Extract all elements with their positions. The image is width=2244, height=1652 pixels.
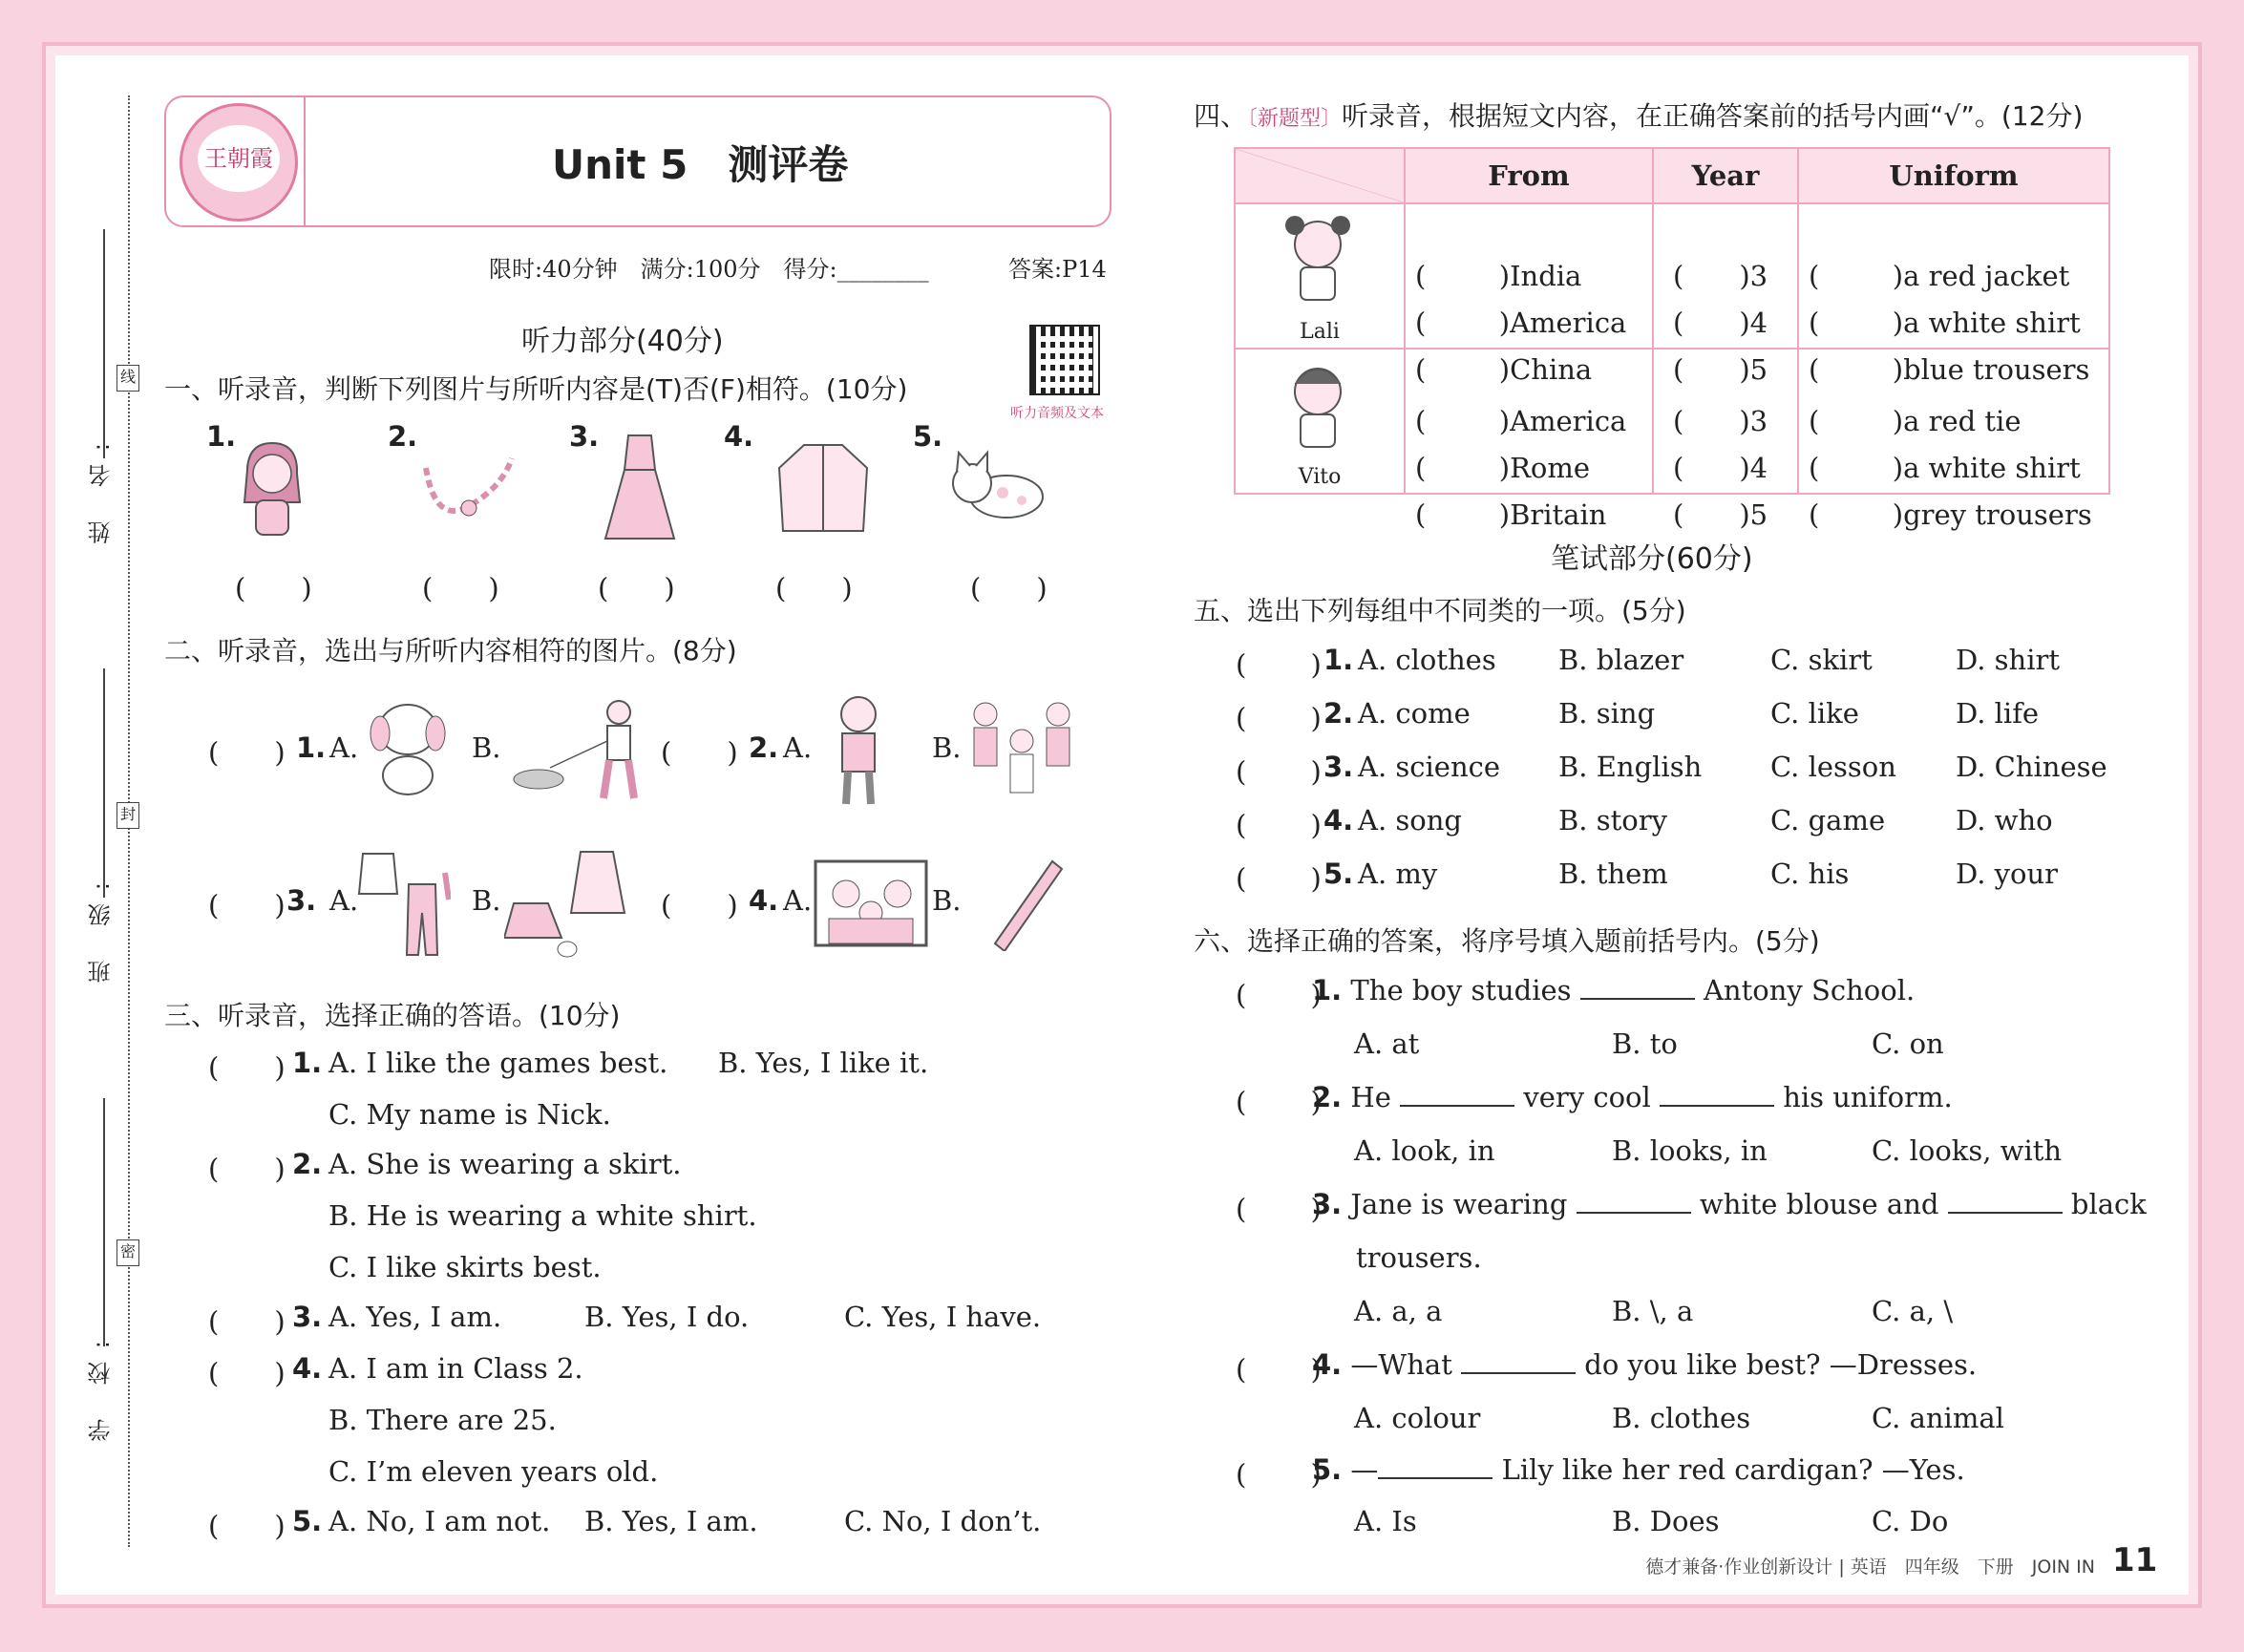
q5-2-c: C. like (1770, 697, 1859, 730)
q5-1-b: B. blazer (1558, 644, 1684, 676)
q2-num-1: 1. (296, 731, 327, 764)
q3-1-c: C. My name is Nick. (328, 1098, 611, 1131)
lali-girl-icon (1280, 210, 1356, 306)
row-lali (1235, 203, 2109, 349)
q2-paren-3[interactable]: ( ) (208, 889, 286, 921)
q2-paren-4[interactable]: ( ) (661, 889, 738, 921)
option-row[interactable]: ( )4 (1673, 451, 1768, 484)
option-row[interactable]: ( )a red jacket (1809, 259, 2070, 292)
q2-1-a: A. (329, 731, 359, 764)
group-of-children-icon (964, 695, 1079, 802)
header-uniform: Uniform (1798, 148, 2109, 203)
q5-num-1: 1. (1323, 644, 1354, 676)
option-row[interactable]: ( )blue trousers (1809, 352, 2090, 386)
necklace-icon (416, 449, 521, 535)
seal-box-secret: 密 (116, 1239, 139, 1266)
q6-paren-4[interactable]: ( ) (1236, 1353, 1322, 1386)
q6-paren-3[interactable]: ( ) (1236, 1193, 1322, 1225)
q3-1-a: A. I like the games best. (328, 1047, 668, 1079)
blank[interactable] (1577, 1189, 1691, 1214)
q2-4-b: B. (932, 884, 962, 917)
q1-paren-4[interactable]: ( ) (775, 572, 853, 604)
q3-num-5: 5. (292, 1505, 323, 1537)
q6-paren-5[interactable]: ( ) (1236, 1458, 1322, 1491)
option-row[interactable]: ( )India (1415, 259, 1582, 292)
q5-2-b: B. sing (1558, 697, 1656, 730)
q6-title: 六、选择正确的答案，将序号填入题前括号内。(5分) (1194, 925, 1820, 957)
q5-num-5: 5. (1323, 858, 1354, 890)
q3-2-a: A. She is wearing a skirt. (328, 1148, 682, 1180)
q5-title: 五、选出下列每组中不同类的一项。(5分) (1194, 595, 1686, 626)
option-row[interactable]: ( )America (1415, 404, 1627, 437)
from-lali (1406, 253, 1652, 386)
header-from: From (1405, 148, 1653, 203)
q3-4-c: C. I’m eleven years old. (328, 1455, 659, 1488)
shirt-and-trousers-icon (355, 846, 451, 959)
q5-4-b: B. story (1558, 804, 1667, 837)
boy-walking-dog-icon (504, 695, 647, 802)
from-vito (1406, 398, 1652, 531)
uniform-lali (1799, 253, 2108, 386)
option-row[interactable]: ( )China (1415, 352, 1593, 386)
option-row[interactable]: ( )3 (1673, 404, 1768, 437)
q5-3-d: D. Chinese (1956, 751, 2107, 783)
year-vito (1654, 398, 1797, 531)
q3-num-3: 3. (292, 1301, 323, 1333)
qr-code-icon[interactable] (1029, 325, 1100, 395)
person-name-vito: Vito (1298, 465, 1342, 489)
q1-num-4: 4. (724, 420, 754, 453)
q3-2-b: B. He is wearing a white shirt. (328, 1199, 757, 1232)
q2-3-a: A. (329, 884, 359, 917)
q2-num-2: 2. (749, 731, 779, 764)
q6-3-c: C. a, \ (1872, 1295, 1954, 1327)
brand-logo: 王朝霞 (180, 103, 298, 222)
q2-3-b: B. (472, 884, 501, 917)
blank[interactable] (1580, 975, 1695, 1000)
q3-paren-1[interactable]: ( ) (208, 1051, 286, 1084)
boy-icon (815, 693, 901, 808)
blank[interactable] (1948, 1189, 2063, 1214)
q5-paren-3[interactable]: ( ) (1236, 755, 1322, 788)
q2-2-b: B. (932, 731, 962, 764)
q2-num-4: 4. (749, 884, 779, 917)
q3-2-c: C. I like skirts best. (328, 1251, 602, 1283)
q6-5-c: C. Do (1872, 1505, 1949, 1537)
puppy-icon (365, 695, 451, 800)
q5-paren-5[interactable]: ( ) (1236, 862, 1322, 895)
listening-title: 听力部分(40分) (521, 325, 724, 358)
blank[interactable] (1660, 1082, 1774, 1107)
answer-ref: 答案:P14 (1008, 256, 1107, 283)
q4-table (1234, 147, 2110, 531)
person-name-lali: Lali (1300, 320, 1340, 344)
option-row[interactable]: ( )a white shirt (1809, 451, 2081, 484)
q5-num-2: 2. (1323, 697, 1354, 730)
q3-3-c: C. Yes, I have. (844, 1301, 1042, 1333)
series-footer: 德才兼备·作业创新设计 | 英语 四年级 下册 JOIN IN (1645, 1557, 2095, 1578)
q5-2-a: A. come (1358, 697, 1471, 730)
q2-2-a: A. (783, 731, 813, 764)
option-row[interactable]: ( )3 (1673, 259, 1768, 292)
q3-5-c: C. No, I don’t. (844, 1505, 1042, 1537)
class-label: 班 级: (88, 869, 115, 984)
q6-1-c: C. on (1872, 1027, 1944, 1060)
vito-boy-icon (1280, 357, 1356, 453)
q5-1-d: D. shirt (1956, 644, 2061, 676)
q6-4-b: B. clothes (1612, 1402, 1751, 1434)
year-lali (1654, 253, 1797, 386)
name-line (103, 229, 105, 458)
q6-1-b: B. to (1612, 1027, 1678, 1060)
jacket-icon (775, 439, 871, 535)
school-label: 学 校: (88, 1327, 115, 1442)
q6-4-a: A. colour (1354, 1402, 1481, 1434)
skirt-and-blouse-icon (504, 846, 638, 959)
new-type-badge: 〔新题型〕 (1247, 107, 1343, 131)
q1-paren-3[interactable]: ( ) (598, 572, 675, 604)
school-line (103, 1098, 105, 1346)
dress-icon (602, 432, 678, 546)
q3-paren-2[interactable]: ( ) (208, 1153, 286, 1185)
q5-4-a: A. song (1358, 804, 1462, 837)
q1-num-1: 1. (206, 420, 237, 453)
ruler-icon (989, 856, 1066, 951)
q2-num-3: 3. (286, 884, 317, 917)
option-row[interactable]: ( )grey trousers (1809, 498, 2092, 531)
option-row[interactable]: ( )Britain (1415, 498, 1607, 531)
table-corner (1235, 148, 1405, 203)
page-number: 11 (2112, 1541, 2158, 1579)
q5-3-b: B. English (1558, 751, 1703, 783)
q1-num-2: 2. (388, 420, 418, 453)
q5-4-d: D. who (1956, 804, 2053, 837)
q5-5-d: D. your (1956, 858, 2059, 890)
q6-5-b: B. Does (1612, 1505, 1720, 1537)
q3-4-a: A. I am in Class 2. (328, 1352, 583, 1385)
q6-3-a: A. a, a (1354, 1295, 1443, 1327)
option-row[interactable]: ( )America (1415, 306, 1627, 339)
q3-paren-3[interactable]: ( ) (208, 1305, 286, 1338)
q5-paren-2[interactable]: ( ) (1236, 702, 1322, 734)
q3-5-a: A. No, I am not. (328, 1505, 551, 1537)
q1-num-3: 3. (569, 420, 600, 453)
q6-paren-2[interactable]: ( ) (1236, 1086, 1322, 1118)
option-row[interactable]: ( )5 (1673, 498, 1768, 531)
name-label: 姓 名: (88, 430, 115, 544)
written-title: 笔试部分(60分) (1551, 542, 1753, 576)
q3-1-b: B. Yes, I like it. (718, 1047, 929, 1079)
blank[interactable] (1461, 1349, 1576, 1374)
q5-3-c: C. lesson (1770, 751, 1896, 783)
q2-paren-2[interactable]: ( ) (661, 736, 738, 769)
q1-paren-2[interactable]: ( ) (422, 572, 499, 604)
q3-4-b: B. There are 25. (328, 1404, 557, 1436)
seal-box-seal: 封 (116, 802, 139, 829)
q5-num-4: 4. (1323, 804, 1354, 837)
q5-1-c: C. skirt (1770, 644, 1873, 676)
q1-title: 一、听录音，判断下列图片与所听内容是(T)否(F)相符。(10分) (164, 373, 908, 405)
option-row[interactable]: ( )Rome (1415, 451, 1591, 484)
q1-num-5: 5. (913, 420, 943, 453)
option-row[interactable]: ( )a red tie (1809, 404, 2022, 437)
q5-paren-1[interactable]: ( ) (1236, 648, 1322, 681)
q5-5-c: C. his (1770, 858, 1850, 890)
q3-3-b: B. Yes, I do. (584, 1301, 750, 1333)
class-line (103, 668, 105, 898)
q5-5-a: A. my (1358, 858, 1438, 890)
q3-paren-4[interactable]: ( ) (208, 1357, 286, 1389)
option-row[interactable]: ( )4 (1673, 306, 1768, 339)
q6-2-b: B. looks, in (1612, 1134, 1768, 1167)
cat-icon (945, 445, 1060, 535)
q3-num-4: 4. (292, 1352, 323, 1385)
q2-title: 二、听录音，选出与所听内容相符的图片。(8分) (164, 635, 737, 667)
family-photo-icon (814, 859, 928, 947)
q6-2-c: C. looks, with (1872, 1134, 2063, 1167)
qr-caption: 听力音频及文本 (1010, 406, 1104, 421)
q4-title: 四、〔新题型〕听录音，根据短文内容，在正确答案前的括号内画“√”。(12分) (1194, 100, 2084, 132)
q6-5-a: A. Is (1354, 1505, 1417, 1537)
q5-paren-4[interactable]: ( ) (1236, 809, 1322, 841)
header-year: Year (1653, 148, 1798, 203)
q6-4-c: C. animal (1872, 1402, 2004, 1434)
page-title: Unit 5 测评卷 (552, 141, 849, 188)
q5-1-a: A. clothes (1358, 644, 1496, 676)
q3-3-a: A. Yes, I am. (328, 1301, 502, 1333)
q6-3-cont: trousers. (1356, 1241, 1482, 1274)
blank[interactable] (1378, 1454, 1492, 1479)
exam-meta: 限时:40分钟 满分:100分 得分:________ (489, 256, 929, 283)
q6-paren-1[interactable]: ( ) (1236, 979, 1322, 1011)
q2-paren-1[interactable]: ( ) (208, 736, 286, 769)
q6-2-a: A. look, in (1354, 1134, 1495, 1167)
uniform-vito (1799, 398, 2108, 531)
q3-num-2: 2. (292, 1148, 323, 1180)
q5-3-a: A. science (1358, 751, 1501, 783)
q2-1-b: B. (472, 731, 501, 764)
option-row[interactable]: ( )a white shirt (1809, 306, 2081, 339)
q5-5-b: B. them (1558, 858, 1668, 890)
q5-num-3: 3. (1323, 751, 1354, 783)
q5-2-d: D. life (1956, 697, 2040, 730)
q5-4-c: C. game (1770, 804, 1886, 837)
option-row[interactable]: ( )5 (1673, 352, 1768, 386)
q3-title: 三、听录音，选择正确的答语。(10分) (164, 1000, 621, 1031)
girl-icon (229, 435, 315, 540)
q3-paren-5[interactable]: ( ) (208, 1510, 286, 1542)
q3-5-b: B. Yes, I am. (584, 1505, 758, 1537)
q6-1-a: A. at (1354, 1027, 1420, 1060)
q3-num-1: 1. (292, 1047, 323, 1079)
seal-box-line: 线 (116, 365, 139, 392)
q1-paren-5[interactable]: ( ) (970, 572, 1048, 604)
q1-paren-1[interactable]: ( ) (235, 572, 312, 604)
q6-3-b: B. \, a (1612, 1295, 1694, 1327)
q2-4-a: A. (783, 884, 813, 917)
blank[interactable] (1400, 1082, 1514, 1107)
